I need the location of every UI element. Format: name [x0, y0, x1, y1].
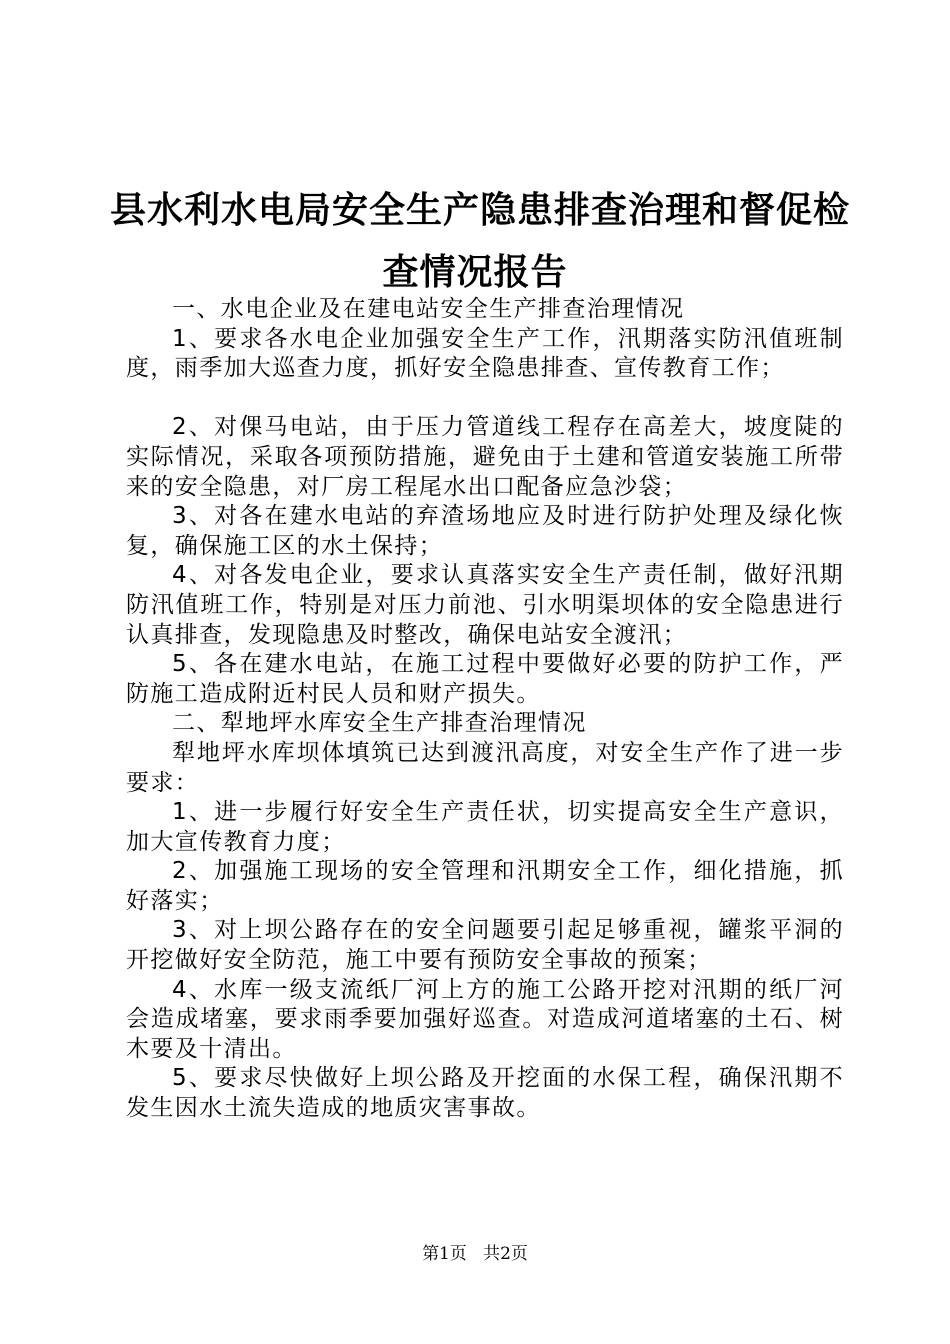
page-footer	[0, 1243, 950, 1265]
total-pages: 共2页	[483, 1244, 528, 1264]
paragraph: 5、各在建水电站，在施工过程中要做好必要的防护工作，严防施工造成附近村民人员和财产损失。	[126, 651, 844, 707]
paragraph: 1、进一步履行好安全生产责任状，切实提高安全生产意识，加大宣传教育力度；	[126, 799, 844, 855]
document-body	[126, 295, 844, 1124]
paragraph: 犁地坪水库坝体填筑已达到渡汛高度，对安全生产作了进一步要求：	[126, 739, 844, 796]
paragraph: 3、对各在建水电站的弃渣场地应及时进行防护处理及绿化恢复，确保施工区的水土保持；	[126, 503, 844, 559]
paragraph: 4、水库一级支流纸厂河上方的施工公路开挖对汛期的纸厂河会造成堵塞，要求雨季要加强好巡查。对造成河道堵塞的土石、树木要及十清出。	[126, 976, 844, 1062]
paragraph: 3、对上坝公路存在的安全问题要引起足够重视，罐浆平洞的开挖做好安全防范，施工中要有预防安全事故的预案；	[126, 917, 844, 974]
paragraph: 1、要求各水电企业加强安全生产工作，汛期落实防汛值班制度，雨季加大巡查力度，抓好安全隐患排查、宣传教育工作；	[126, 325, 844, 382]
paragraph: 2、对倮马电站，由于压力管道线工程存在高差大，坡度陡的实际情况，采取各项预防措施，避免由于土建和管道安装施工所带来的安全隐患，对厂房工程尾水出口配备应急沙袋；	[126, 414, 844, 500]
paragraph: 5、要求尽快做好上坝公路及开挖面的水保工程，确保汛期不发生因水土流失造成的地质灾害事故。	[126, 1065, 844, 1122]
footer-separator	[472, 1244, 477, 1264]
document-title-line-2: 查情况报告	[382, 251, 568, 293]
paragraph: 2、加强施工现场的安全管理和汛期安全工作，细化措施，抓好落实；	[126, 858, 844, 914]
page-number: 第1页	[422, 1244, 467, 1264]
paragraph: 4、对各发电企业，要求认真落实安全生产责任制，做好汛期防汛值班工作，特别是对压力前池、引水明渠坝体的安全隐患进行认真排查，发现隐患及时整改，确保电站安全渡汛；	[126, 562, 844, 648]
section-heading-1: 一、水电企业及在建电站安全生产排查治理情况	[172, 296, 685, 322]
section-heading-2: 二、犁地坪水库安全生产排查治理情况	[172, 710, 587, 737]
document-title-line-1: 县水利水电局安全生产隐患排查治理和督促检	[110, 189, 851, 231]
